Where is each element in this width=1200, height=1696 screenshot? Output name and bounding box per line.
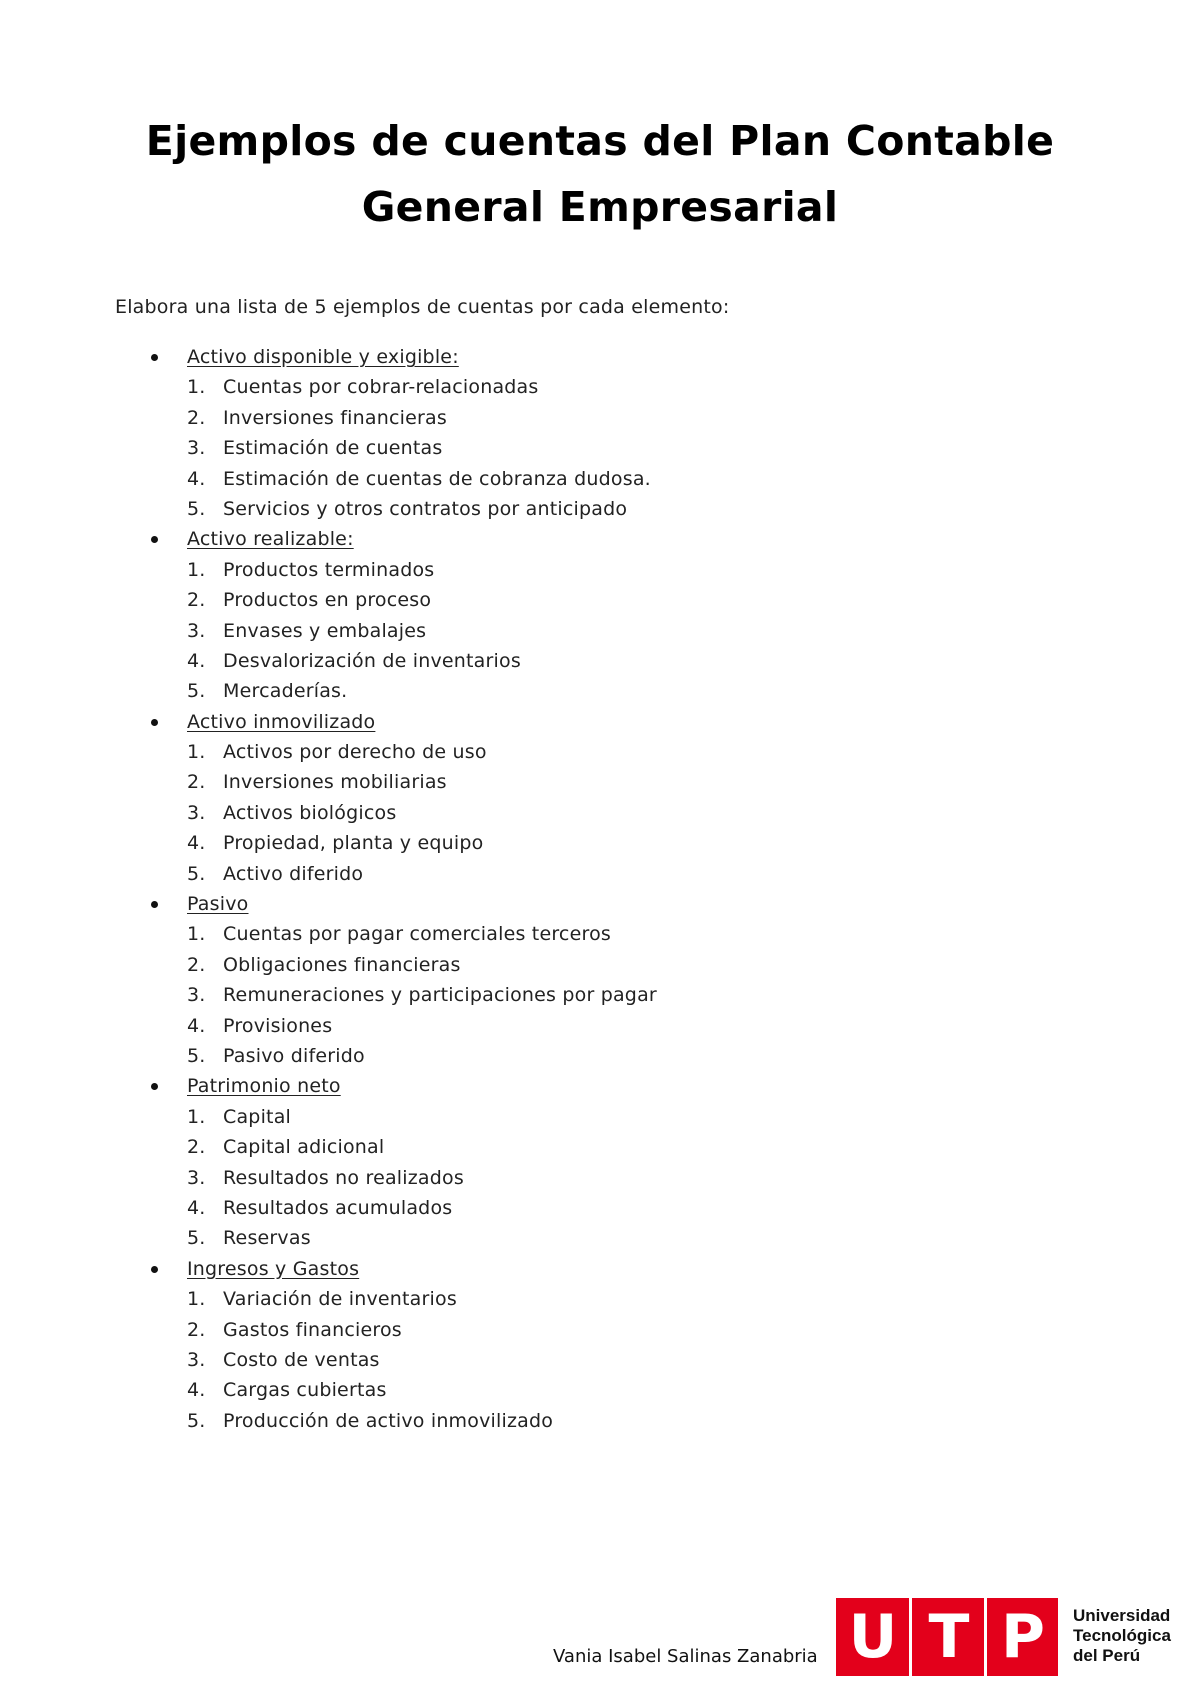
section-heading: Activo realizable: — [187, 528, 354, 551]
logo-letter-t: T — [928, 1602, 970, 1672]
utp-logo — [836, 1598, 1176, 1676]
section-activo-disponible — [0, 342, 1200, 524]
intro-text: Elabora una lista de 5 ejemplos de cuentas por cada elemento: — [115, 296, 730, 318]
logo-name-line-1: Universidad — [1073, 1606, 1171, 1625]
list-item — [0, 494, 1200, 524]
item-text: Costo de ventas — [223, 1348, 380, 1371]
item-number: 3. — [187, 801, 206, 824]
list-item — [0, 919, 1200, 949]
bullet-icon — [151, 354, 158, 361]
list-item — [0, 980, 1200, 1010]
item-text: Remuneraciones y participaciones por pagar — [223, 984, 657, 1007]
logo-letter-p: P — [1001, 1602, 1045, 1672]
item-text: Mercaderías. — [223, 680, 348, 703]
section-heading: Patrimonio neto — [187, 1075, 341, 1098]
section-ingresos-gastos — [0, 1254, 1200, 1436]
item-number: 3. — [187, 619, 206, 642]
item-text: Estimación de cuentas — [223, 437, 443, 460]
list-item — [0, 616, 1200, 646]
item-text: Cargas cubiertas — [223, 1379, 387, 1402]
item-number: 3. — [187, 1166, 206, 1189]
item-text: Resultados no realizados — [223, 1166, 464, 1189]
section-activo-realizable — [0, 524, 1200, 706]
item-number: 1. — [187, 1105, 206, 1128]
list-item — [0, 950, 1200, 980]
item-text: Inversiones mobiliarias — [223, 771, 447, 794]
list-item — [0, 1375, 1200, 1405]
item-number: 4. — [187, 467, 206, 490]
logo-name — [1073, 1606, 1171, 1666]
item-number: 5. — [187, 1409, 206, 1432]
bullet-icon — [151, 1266, 158, 1273]
item-text: Productos en proceso — [223, 589, 432, 612]
section-items — [0, 1102, 1200, 1254]
item-number: 1. — [187, 1288, 206, 1311]
item-number: 5. — [187, 862, 206, 885]
item-number: 3. — [187, 1348, 206, 1371]
list-item — [0, 1102, 1200, 1132]
item-number: 4. — [187, 832, 206, 855]
item-text: Activos por derecho de uso — [223, 741, 487, 764]
item-text: Propiedad, planta y equipo — [223, 832, 484, 855]
bullet-icon — [151, 1083, 158, 1090]
list-item — [0, 646, 1200, 676]
list-item — [0, 859, 1200, 889]
list-item — [0, 585, 1200, 615]
item-text: Reservas — [223, 1227, 311, 1250]
item-text: Obligaciones financieras — [223, 953, 461, 976]
list-item — [0, 1223, 1200, 1253]
section-items — [0, 555, 1200, 707]
section-items — [0, 737, 1200, 889]
list-item — [0, 372, 1200, 402]
item-text: Capital adicional — [223, 1136, 385, 1159]
list-item — [0, 1132, 1200, 1162]
item-text: Cuentas por pagar comerciales terceros — [223, 923, 611, 946]
item-number: 2. — [187, 771, 206, 794]
item-number: 3. — [187, 984, 206, 1007]
section-heading: Pasivo — [187, 893, 249, 916]
logo-name-line-2: Tecnológica — [1073, 1626, 1171, 1645]
list-item — [0, 464, 1200, 494]
list-item — [0, 1406, 1200, 1436]
title-line-1: Ejemplos de cuentas del Plan Contable — [145, 117, 1055, 165]
item-number: 1. — [187, 558, 206, 581]
item-text: Pasivo diferido — [223, 1044, 365, 1067]
list-item — [0, 1284, 1200, 1314]
bullet-icon — [151, 536, 158, 543]
item-text: Servicios y otros contratos por anticipado — [223, 497, 628, 520]
list-item — [0, 676, 1200, 706]
list-item — [0, 555, 1200, 585]
item-number: 5. — [187, 680, 206, 703]
list-item — [0, 1163, 1200, 1193]
section-heading: Activo inmovilizado — [187, 710, 376, 733]
item-number: 1. — [187, 741, 206, 764]
item-text: Activo diferido — [223, 862, 364, 885]
bullet-icon — [151, 719, 158, 726]
item-text: Provisiones — [223, 1014, 333, 1037]
logo-name-line-3: del Perú — [1073, 1646, 1141, 1665]
section-patrimonio-neto — [0, 1071, 1200, 1253]
list-item — [0, 1315, 1200, 1345]
logo-box — [836, 1598, 1058, 1676]
item-text: Activos biológicos — [223, 801, 397, 824]
item-text: Variación de inventarios — [223, 1288, 457, 1311]
item-number: 2. — [187, 1136, 206, 1159]
item-number: 5. — [187, 1044, 206, 1067]
item-number: 2. — [187, 589, 206, 612]
item-text: Producción de activo inmovilizado — [223, 1409, 554, 1432]
sections-list — [0, 342, 1200, 1436]
item-number: 1. — [187, 923, 206, 946]
title-line-2: General Empresarial — [361, 183, 839, 231]
page-title — [0, 108, 1200, 240]
item-number: 4. — [187, 1014, 206, 1037]
list-item — [0, 1011, 1200, 1041]
item-text: Resultados acumulados — [223, 1196, 453, 1219]
author-name: Vania Isabel Salinas Zanabria — [553, 1646, 818, 1667]
item-text: Productos terminados — [223, 558, 435, 581]
list-item — [0, 1041, 1200, 1071]
logo-letter-u: U — [848, 1602, 898, 1672]
item-text: Desvalorización de inventarios — [223, 649, 521, 672]
item-number: 2. — [187, 406, 206, 429]
list-item — [0, 433, 1200, 463]
bullet-icon — [151, 901, 158, 908]
item-number: 2. — [187, 953, 206, 976]
section-pasivo — [0, 889, 1200, 1071]
list-item — [0, 767, 1200, 797]
item-number: 1. — [187, 376, 206, 399]
list-item — [0, 737, 1200, 767]
section-heading: Ingresos y Gastos — [187, 1257, 360, 1280]
item-text: Inversiones financieras — [223, 406, 447, 429]
item-number: 3. — [187, 437, 206, 460]
item-number: 2. — [187, 1318, 206, 1341]
section-heading: Activo disponible y exigible: — [187, 346, 459, 368]
list-item — [0, 1193, 1200, 1223]
item-text: Cuentas por cobrar-relacionadas — [223, 376, 539, 399]
section-items — [0, 919, 1200, 1071]
section-items — [0, 372, 1200, 524]
list-item — [0, 798, 1200, 828]
item-number: 5. — [187, 1227, 206, 1250]
item-number: 5. — [187, 497, 206, 520]
item-text: Envases y embalajes — [223, 619, 427, 642]
item-text: Capital — [223, 1105, 292, 1128]
item-text: Gastos financieros — [223, 1318, 402, 1341]
item-number: 4. — [187, 1196, 206, 1219]
item-text: Estimación de cuentas de cobranza dudosa. — [223, 467, 651, 490]
item-number: 4. — [187, 649, 206, 672]
section-activo-inmovilizado — [0, 707, 1200, 889]
section-items — [0, 1284, 1200, 1436]
list-item — [0, 403, 1200, 433]
list-item — [0, 828, 1200, 858]
item-number: 4. — [187, 1379, 206, 1402]
list-item — [0, 1345, 1200, 1375]
